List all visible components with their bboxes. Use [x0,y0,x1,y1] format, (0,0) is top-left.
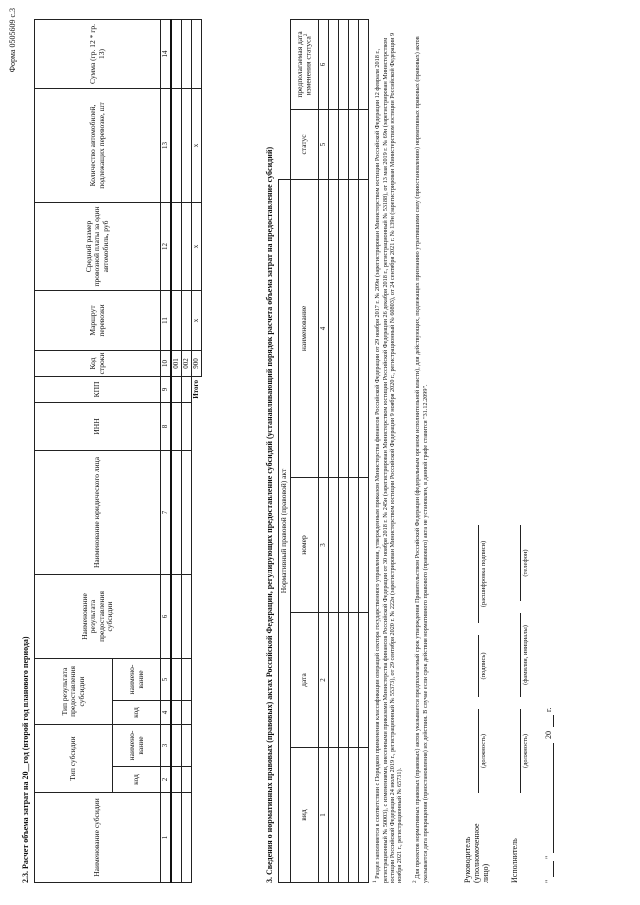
section-title-cost-calculation: 2.3. Расчет объема затрат на 20__год (второй год планового периода) [21,636,30,883]
column-number: 13 [161,88,172,202]
column-number: 14 [161,19,172,88]
header-status-change-date [291,19,319,109]
header-subsidy-type-name: наимено-вание [113,725,161,767]
fio-line [520,613,521,697]
footnote-2-mark: 2 [412,880,418,883]
column-number: 11 [161,290,172,350]
phone-caption: (телефон) [522,549,529,577]
column-number: 10 [161,350,172,376]
header-act-number: номер [291,478,319,613]
header-act-date: дата [291,613,319,748]
signature-caption: (подпись) [480,652,487,680]
column-number: 6 [161,574,172,658]
executor-position-line [520,709,521,793]
decoding-line [478,525,479,623]
header-legal-entity: Наименование юридического лица [35,450,161,574]
date-suffix: г. [544,707,553,712]
header-result-type-code: код [113,701,161,725]
total-code: 900 [192,350,202,376]
column-number: 5 [161,658,172,700]
header-average-fee: Средний размер провозной платы за один автомобиль, руб [35,202,161,290]
footnote-ref-2: 2 [304,33,310,37]
executor-position-caption: (должность) [522,733,529,769]
fio-caption: (фамилия, инициалы) [522,625,529,685]
header-status-change-date-label: предполагаемая дата изменения статуса [295,31,313,98]
header-result-type: Тип результата предоставления субсидии [35,658,113,724]
total-route-x: х [192,290,202,350]
header-act-kind: вид [291,748,319,883]
column-number: 12 [161,202,172,290]
total-sum [192,19,202,88]
column-number: 8 [161,402,172,450]
table-row [339,19,349,882]
footnote-2-text: Для проектов нормативных правовых (правовых) актов указывается предполагаемый срок утверждения Правительством Российской Федерации (федеральным органом исполнительной власти), для действующих, подлежащих признанию утратившими силу (приостановлению) нормативных правовых (правовых) актов указывается дата прекращения (приостановления) их действия. В случае если срок действия нормативного правового (правового) акта не установлен, в данной графе ставится "31.12.2099". [414,36,429,883]
executor-label: Исполнитель [510,838,519,883]
header-line-code: Код строки [35,350,161,376]
header-kpp: КПП [35,376,161,402]
column-number: 4 [319,179,329,477]
header-result-type-name: наимено-вание [113,658,161,700]
column-number: 5 [319,109,329,179]
column-number: 1 [161,793,172,883]
header-result-name: Наименование результата предоставления субсидии [35,574,161,658]
table-row [329,19,339,882]
footnote-2 [412,20,429,883]
column-number: 6 [319,19,329,109]
table-row [349,19,359,882]
date-month-line [553,743,554,853]
header-subsidy-name: Наименование субсидии [35,793,161,883]
table-row [182,19,192,882]
column-numbers-row [161,19,172,882]
signature-line [478,635,479,697]
header-act-name: наименование [291,179,319,477]
position-caption: (должность) [480,733,487,769]
date-quote-close: " [544,855,553,859]
date-year: 20 [544,731,553,739]
header-subsidy-type: Тип субсидии [35,725,113,793]
row-code: 001 [171,350,182,376]
column-number: 9 [161,376,172,402]
date-day-line [553,861,554,877]
total-fee-x: х [192,202,202,290]
table-row [171,19,182,882]
header-sum: Сумма (гр. 12 * гр. 13) [35,19,161,88]
header-act-status: статус [291,109,319,179]
footnote-1-text: Раздел заполняется в соответствии с Порядком применения классификации операций сектора государственного управления, утвержденным приказом Министерства финансов Российской Федерации от 29 ноября 2017 г. № 209н (зарегистрирован Министерством юстиции Российской Федерации 12 февраля 2018 г., регистрационный № 50003), с изменениями, внесенными приказами Министерства финансов Российской Федерации от 30 ноября 2018 г. № 245н (зарегистрирован Министерством юстиции Российской Федерации 26 декабря 2018 г., регистрационный № 53188), от 13 мая 2019 г. № 69н (зарегистрирован Министерством юстиции Российской Федерации 24 июля 2019 г., регистрационный № 55373), от 29 сентября 2020 г. № 222н (зарегистрирован Министерством юстиции Российской Федерации 9 ноября 2020 г., регистрационный № 60803), от 24 сентября 2021 г. № 139н (зарегистрирован Министерством юстиции Российской Федерации 9 ноября 2021 г., регистрационный № 65731). [374,32,404,883]
date-year-line [553,715,554,727]
column-number: 2 [161,767,172,793]
header-vehicle-count: Количество автомобилей, подлежащих перевозке, шт [35,88,161,202]
header-normative-act: Нормативный правовой (правовой) акт [279,179,291,882]
total-count-x: х [192,88,202,202]
head-label: Руководитель (уполномоченное лицо) [463,823,491,883]
form-label: Форма 0505609 с.3 [8,8,17,73]
phone-line [520,525,521,601]
column-number: 3 [161,725,172,767]
header-inn: ИНН [35,402,161,450]
footnote-1-mark: 1 [372,880,378,883]
column-number: 3 [319,478,329,613]
row-code: 002 [182,350,192,376]
decoding-caption: (расшифровка подписи) [480,540,487,608]
column-number: 1 [319,748,329,883]
column-number: 4 [161,701,172,725]
date-quote-open: " [544,879,553,883]
column-number: 7 [161,450,172,574]
total-row [192,19,202,882]
header-route: Маршрут перевозки [35,290,161,350]
total-label: Итого [192,376,202,882]
header-subsidy-type-code: код [113,767,161,793]
position-line [478,709,479,793]
normative-acts-table [278,19,369,883]
table-row [359,19,369,882]
footnote-1 [372,20,404,883]
column-numbers-row [319,19,329,882]
cost-calculation-table [34,19,202,883]
section-title-normative-acts: 3. Сведения о нормативных правовых (правовых) актах Российской Федерации, регулирующих предоставление субсидий (устанавливающий порядок расчета объема затрат на предоставление субсидий) [265,146,274,883]
column-number: 2 [319,613,329,748]
